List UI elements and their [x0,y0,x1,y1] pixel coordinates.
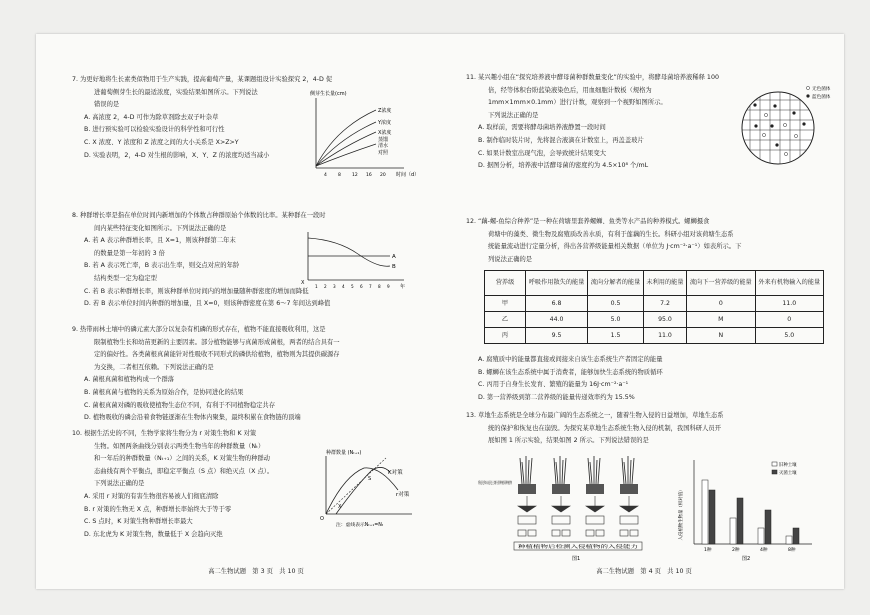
fig1-caption: 图1 [572,556,581,562]
q9-stem-line: 限制植物生长和幼苗更新的主要因素。部分植物能够与真菌形成菌根，两者的结合具有一 [94,338,340,346]
question-12-options [466,354,840,404]
q9-stem-line: 9. 热带雨林土壤中的磷元素大部分以复杂有机磷的形式存在，植物不能直接吸收利用，这是 [72,326,326,333]
q7-tick: 16 [366,173,372,178]
q9-option-d: D. 植物吸收的磷会沿着食物链逐渐在生物体内聚集，最终积累在食物链的顶端 [84,414,301,422]
q12-energy-table [484,270,824,344]
table-cell: 0 [755,312,823,328]
table-cell: 6.8 [526,296,588,312]
q8-xlabel: 年 [400,284,406,290]
q11-stem-line: 倍，经等体积台盼蓝染液染色后，用血细胞计数板（规格为 [488,86,652,94]
q13-stem-line: 13. 草地生态系统是全球分布最广阔的生态系统之一，随着生物入侵的日益增加，草地生态系 [466,412,724,419]
q12-stem-line: 统能量流动进行定量分析，得出各营养级能量相关数据（单位为 J·cm⁻²·a⁻¹）如表所示。下 [488,243,742,251]
q7-graph-xlabel: 时间（d） [396,172,420,178]
q8-option-d: D. 若 B 表示单位时间内种群的增加量，且 X=0，则该种群密度在第 6～7 年间达到峰值 [84,300,331,308]
question-12 [466,216,840,266]
q13-stem-line: 展如图 1 所示实验，结果如图 2 所示。下列说法错误的是 [488,437,649,445]
q7-graph-ylabel: 侧芽生长量(cm) [310,91,347,97]
q8-option-b-cont: 结构类型一定为稳定型 [94,274,157,282]
fig2-bar-sterile-soil [737,498,743,544]
fig2-legend-old: 旧种土壤 [779,463,797,468]
q8-tick: 1 [315,284,318,289]
q12-stem-line: 列说法正确的是 [488,255,533,263]
table-cell: 9.5 [526,328,588,344]
q11-option-b: B. 制作临时装片时，先将混合液滴在计数室上，再盖盖玻片 [478,136,644,144]
q9-option-a: A. 菌根真菌和植物构成一个群落 [84,376,175,384]
q10-stem-line: 下列说法正确的是 [94,480,145,488]
table-cell: 乙 [485,312,526,328]
q13-figure-1 [478,454,654,566]
table-cell: 1.5 [588,328,644,344]
q11-option-c: C. 如果计数室出现气泡，会导致统计结果变大 [478,149,607,157]
fig1-bottom-label: 种植植物后检测入侵植物的入侵能力 [518,545,589,550]
q13-stem-line: 统的保护和恢复也在崩毁。为探究某草地生态系统生物入侵的机制，我国科研人员开 [488,424,721,432]
right-page [440,34,844,589]
q8-tick: 8 [378,284,381,289]
q11-hemocytometer-figure [734,82,840,172]
table-header-cell: 流向下一营养级的能量 [687,271,755,296]
exam-sheet [36,34,844,589]
q10-stem-line: 和一年后的种群数量（Nₜ₊₁）之间的关系，K 对策生物的种群动 [94,455,270,463]
table-header-cell: 流向分解者的能量 [588,271,644,296]
q8-origin-label: X [301,280,305,286]
q11-stem-line: 下列说法正确的是 [488,111,539,119]
q7-tick: 8 [338,173,341,178]
table-cell: N [687,328,755,344]
q10-r-label: r对策 [396,492,410,498]
q12-stem-line: 荷塘中的藻类、微生物及腐殖质改善水质，有利于莲藕的生长。科研小组对该荷塘生态系 [488,230,734,238]
q7-option-c: C. X 浓度、Y 浓度和 Z 浓度之间的大小关系是 X>Z>Y [84,138,239,146]
q11-option-d: D. 据图分析，培养液中活酵母菌的密度约为 4.5×10⁸ 个/mL [478,162,649,170]
q10-option-a: A. 采用 r 对策的有害生物很容易被人们彻底清除 [84,492,219,500]
q11-stem-line: 1mm×1mm×0.1mm）进行计数，观察到一个视野如图所示。 [488,99,667,107]
table-cell: 5.0 [588,312,644,328]
table-cell: 甲 [485,296,526,312]
q7-label-x: X浓度 [378,130,392,136]
q10-stem-line: 10. 根据生活史的不同，生物学家将生物分为 r 对策生物和 K 对策 [72,430,257,437]
q7-option-b: B. 进行预实验可以检验实验设计的科学性和可行性 [84,126,225,134]
table-cell: 5.0 [755,328,823,344]
table-header-cell: 未利用的能量 [643,271,686,296]
q7-tick: 4 [324,173,327,178]
fig2-legend-swatch-old [772,462,777,466]
q13-figure-2-chart [676,454,832,566]
q11-stem-line: 11. 某兴趣小组在“探究培养液中酵母菌种群数量变化”的实验中，将酵母菌培养液稀释 100 [466,74,719,81]
fig2-bars [702,480,799,553]
left-footer: 高二生物试题 第 3 页 共 10 页 [208,568,304,575]
table-header-row [485,271,824,296]
q8-curve-b [308,238,390,266]
table-row [485,328,824,344]
q8-graph [298,228,418,298]
q7-option-a: A. 高浓度 2，4-D 可作为除草剂除去双子叶杂草 [84,113,219,121]
table-cell: 11.0 [755,296,823,312]
q12-option-b: B. 螺蛳在该生态系统中属于消费者，能够加快生态系统的物质循环 [478,368,663,376]
fig2-x-tick: 4种 [760,548,768,553]
q10-stem-line: 态曲线有两个平衡点，即稳定平衡点（S 点）和绝灭点（X 点）。 [94,467,274,475]
q7-label-z: Z浓度 [378,108,392,114]
q11-legend-colorless: 无色菌体 [812,87,831,92]
q12-stem-line: 12. “藕-螺-鱼综合种养”是一种在荷塘里套养螺蛳、鱼类等水产品的种养模式。螺蛳摄食 [466,218,710,225]
q11-legend-blue: 蓝色菌体 [812,95,831,100]
q7-label-extra2: 对照 [378,150,389,156]
q7-curve-x [316,132,376,166]
q10-identity-line [326,458,386,514]
q8-tick: 2 [324,284,327,289]
fig2-x-tick: 1种 [704,548,712,553]
q7-option-d: D. 实验表明，2，4-D 对生根的影响，X、Y、Z 的浓度均适当减小 [84,151,270,159]
q7-stem-line: 进葡萄侧芽生长的最适浓度，实验结果如图所示。下列说法 [94,88,258,96]
table-cell: 0 [687,296,755,312]
q8-option-a-cont: 的数量是第一年初的 3 倍 [94,249,165,257]
table-cell: 7.2 [643,296,686,312]
q8-tick: 9 [387,284,390,289]
q11-legend-blue-dot [806,94,809,97]
fig2-legend-sterile: 灭菌土壤 [779,471,797,476]
fig2-bar-old-soil [786,536,792,544]
q8-tick: 6 [360,284,363,289]
table-cell: 44.0 [526,312,588,328]
q8-tick: 3 [333,284,336,289]
q10-option-b: B. r 对策的生物无 X 点，种群增长率始终大于等于零 [84,505,232,513]
fig2-bar-old-soil [702,480,708,544]
fig1-left-label: 将退化和未退化土壤分别种植同种植物 [478,480,550,485]
q7-stem-line: 7. 为更好地将生长素类似物用于生产实践，提高葡萄产量，某课题组设计实验探究 2，4-D 促 [72,76,333,83]
left-page [36,34,440,589]
q11-option-a: A. 取样前，需要将酵母菌培养液静置一段时间 [478,124,606,132]
table-row [485,296,824,312]
q12-option-a: A. 腐殖质中的能量都直接或间接来自该生态系统生产者固定的能量 [478,356,663,363]
table-header-cell: 呼吸作用散失的能量 [526,271,588,296]
q7-stem-line: 错误的是 [94,101,120,109]
fig2-bar-old-soil [758,528,764,544]
right-footer: 高二生物试题 第 4 页 共 10 页 [596,568,692,575]
q8-tick: 5 [351,284,354,289]
q8-option-b: B. 若 A 表示死亡率，B 表示出生率，则交点对应的年龄 [84,262,240,270]
q10-x-label: X [338,504,342,510]
q10-option-c: C. S 点时，K 对策生物种群增长率最大 [84,518,193,526]
q11-field-circle [742,92,814,164]
q7-label-extra1: 蒸馏 [378,137,389,143]
q10-stem-line: 生物。如图两条曲线分别表示两类生物当年的种群数量（Nₜ） [94,442,265,450]
fig2-ylabel: 入侵植物生物量（相对值） [679,487,684,541]
q7-graph [306,88,430,184]
q8-label-a: A [392,254,396,260]
q8-option-c: C. 若 B 表示种群增长率，则该种群单位时间内的增加量随种群密度的增加而降低 [84,287,309,295]
q9-stem-line: 为交换，二者相互依赖。下列说法正确的是 [94,363,214,371]
q10-k-curve [336,467,390,514]
q8-stem-line: 间内某些特征变化如图所示。下列说法正确的是 [94,224,227,232]
q10-s-label: S [368,476,372,482]
fig2-bar-sterile-soil [709,490,715,544]
q7-curve-z [316,110,376,166]
table-header-cell: 营养级 [485,271,526,296]
fig1-arrows-and-boxes [514,496,642,550]
table-cell: M [687,312,755,328]
q9-option-c: C. 菌根真菌对磷的吸收使植物生态位不同，有利于不同植物稳定共存 [84,401,276,409]
q7-label-water: 清水 [378,143,389,149]
fig2-bar-old-soil [730,518,736,544]
q10-k-label: K对策 [388,470,403,476]
table-row [485,312,824,328]
q8-option-a: A. 若 A 表示种群增长率，且 X=1，则该种群第二年末 [84,237,236,245]
q8-stem-line: 8. 种群增长率是指在单位时间内新增加的个体数占种群原始个体数的比率。某种群在一段时 [72,212,326,219]
q10-note: 注：虚线表示Nₜ₊₁=Nₜ [336,523,384,528]
fig1-pots [518,456,638,494]
q12-option-c: C. 丙用于自身生长发育、繁殖的能量为 16J·cm⁻²·a⁻¹ [478,381,629,389]
fig2-x-tick: 2种 [732,548,740,553]
question-9 [72,324,422,425]
q8-label-b: B [392,264,396,270]
q10-graph [316,446,426,528]
q7-tick: 12 [352,173,358,178]
q7-tick: 20 [380,173,386,178]
q8-tick: 4 [342,284,345,289]
fig2-x-tick: 8种 [788,548,796,553]
table-header-cell: 外来有机物输入的能量 [755,271,823,296]
table-cell: 0.5 [588,296,644,312]
fig2-bar-sterile-soil [793,528,799,544]
fig2-bar-sterile-soil [765,510,771,544]
q10-origin: O [320,516,324,522]
q10-option-d: D. 东北虎为 K 对策生物，数量低于 X 会趋向灭绝 [84,530,223,538]
q12-option-d: D. 第一营养级到第二营养级的能量传递效率约为 15.5% [478,393,635,401]
q8-tick: 7 [369,284,372,289]
fig2-caption: 图2 [742,556,751,562]
fig2-legend-swatch-sterile [772,470,777,474]
q10-ylabel: 种群数量 (Nₜ₊₁) [326,450,362,456]
q11-legend-colorless-dot [806,86,809,89]
table-cell: 丙 [485,328,526,344]
q9-stem-line: 定的偏好性。各类菌根真菌能针对性吸收不同形式的磷供给植物，植物则为其提供碳源存 [94,351,340,359]
q9-option-b: B. 菌根真菌与植物的关系为原始合作，是协同进化的结果 [84,388,244,396]
table-cell: 11.0 [643,328,686,344]
table-cell: 95.0 [643,312,686,328]
q7-label-y: Y浓度 [378,120,392,126]
question-13 [466,410,840,448]
